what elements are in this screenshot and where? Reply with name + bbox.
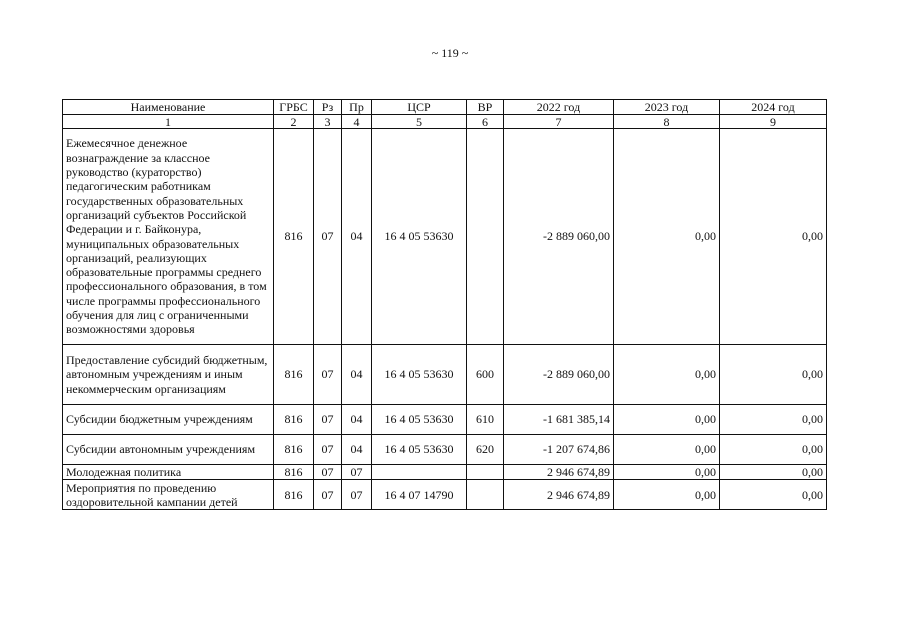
header-name: Наименование [63,100,274,115]
table-row [63,129,827,345]
row-amount-2022: -2 889 060,00 [504,129,614,345]
row-amount-2023: 0,00 [614,129,720,345]
row-vr [467,129,504,345]
row-rz: 07 [314,435,342,465]
header-vr: ВР [467,100,504,115]
row-amount-2023: 0,00 [614,345,720,405]
row-grbs: 816 [274,345,314,405]
row-rz: 07 [314,480,342,510]
row-name: Молодежная политика [63,465,274,480]
row-amount-2022: -1 207 674,86 [504,435,614,465]
table-row [63,345,827,405]
row-amount-2024: 0,00 [720,480,827,510]
row-name: Предоставление субсидий бюджетным, автономным учреждениям и иным некоммерческим организациям [63,345,274,405]
row-amount-2022: 2 946 674,89 [504,480,614,510]
header-pr: Пр [342,100,372,115]
column-number: 7 [504,115,614,129]
row-amount-2023: 0,00 [614,435,720,465]
column-number-row [63,115,827,129]
row-csr: 16 4 05 53630 [372,435,467,465]
row-grbs: 816 [274,480,314,510]
row-amount-2022: -2 889 060,00 [504,345,614,405]
row-grbs: 816 [274,435,314,465]
row-vr [467,480,504,510]
row-csr: 16 4 05 53630 [372,345,467,405]
row-rz: 07 [314,465,342,480]
row-grbs: 816 [274,405,314,435]
column-number: 3 [314,115,342,129]
column-number: 9 [720,115,827,129]
header-2022: 2022 год [504,100,614,115]
row-grbs: 816 [274,465,314,480]
row-amount-2024: 0,00 [720,465,827,480]
row-pr: 04 [342,405,372,435]
row-pr: 04 [342,129,372,345]
row-name: Субсидии автономным учреждениям [63,435,274,465]
page-number: ~ 119 ~ [431,46,469,60]
row-vr: 600 [467,345,504,405]
row-amount-2023: 0,00 [614,480,720,510]
row-csr [372,465,467,480]
row-csr: 16 4 05 53630 [372,129,467,345]
row-name: Субсидии бюджетным учреждениям [63,405,274,435]
row-pr: 04 [342,345,372,405]
row-amount-2023: 0,00 [614,465,720,480]
header-rz: Рз [314,100,342,115]
row-pr: 04 [342,435,372,465]
header-csr: ЦСР [372,100,467,115]
row-amount-2022: -1 681 385,14 [504,405,614,435]
row-csr: 16 4 07 14790 [372,480,467,510]
row-amount-2023: 0,00 [614,405,720,435]
column-number: 8 [614,115,720,129]
row-rz: 07 [314,345,342,405]
column-number: 4 [342,115,372,129]
row-amount-2024: 0,00 [720,435,827,465]
column-number: 2 [274,115,314,129]
table-row [63,435,827,465]
table-row [63,465,827,480]
row-amount-2022: 2 946 674,89 [504,465,614,480]
row-pr: 07 [342,480,372,510]
row-rz: 07 [314,405,342,435]
row-vr: 620 [467,435,504,465]
row-grbs: 816 [274,129,314,345]
table-row [63,480,827,510]
row-name: Мероприятия по проведению оздоровительной кампании детей [63,480,274,510]
header-2023: 2023 год [614,100,720,115]
row-pr: 07 [342,465,372,480]
row-rz: 07 [314,129,342,345]
row-amount-2024: 0,00 [720,405,827,435]
row-csr: 16 4 05 53630 [372,405,467,435]
header-2024: 2024 год [720,100,827,115]
column-number: 1 [63,115,274,129]
column-number: 5 [372,115,467,129]
header-grbs: ГРБС [274,100,314,115]
table-row [63,405,827,435]
row-name: Ежемесячное денежное вознаграждение за классное руководство (кураторство) педагогическим работникам государственных образовательных организаций субъектов Российской Федерации и г. Байконура, муниципальных образовательных организаций, реализующих образовательные программы среднего профессионального образования, в том числе программы профессионального обучения для лиц с ограниченными возможностями здоровья [63,129,274,345]
column-number: 6 [467,115,504,129]
row-vr [467,465,504,480]
row-vr: 610 [467,405,504,435]
row-amount-2024: 0,00 [720,129,827,345]
budget-table [62,99,827,510]
table-header-row [63,100,827,115]
row-amount-2024: 0,00 [720,345,827,405]
